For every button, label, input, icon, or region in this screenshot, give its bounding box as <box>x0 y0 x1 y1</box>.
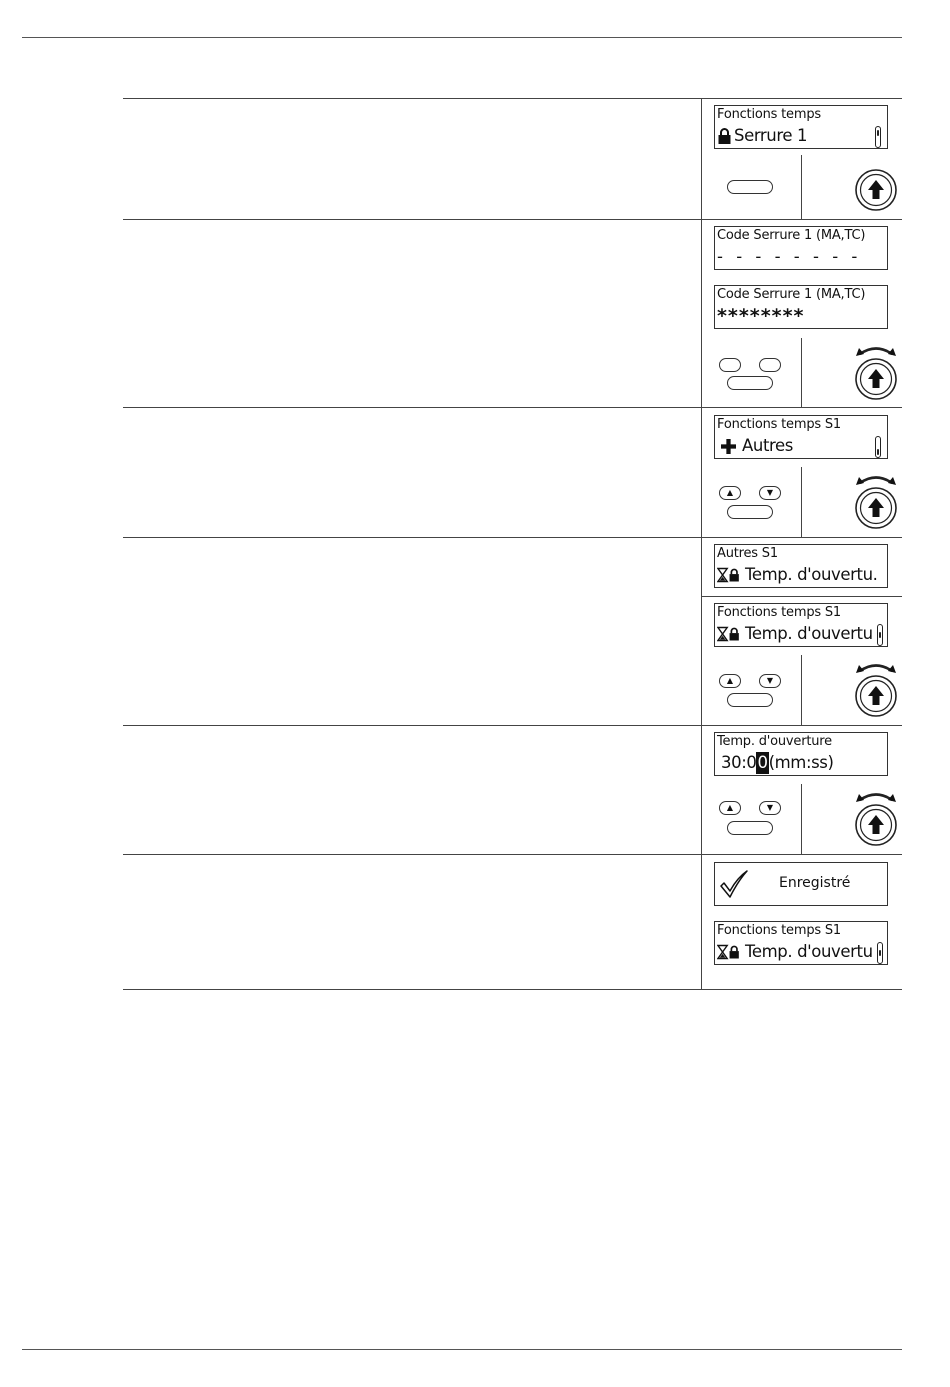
cursor-digit: 0 <box>757 753 768 772</box>
up-arrow-button[interactable]: ▲ <box>719 486 741 500</box>
confirmation-display <box>714 862 888 906</box>
column-divider <box>701 98 702 990</box>
down-arrow-button[interactable]: ▼ <box>759 674 781 688</box>
scrollbar-icon <box>877 942 883 964</box>
lcd-line-1: Fonctions temps S1 <box>717 417 842 432</box>
lcd-display <box>714 921 888 965</box>
time-value: 30:0 <box>721 753 757 772</box>
control-panel <box>701 655 902 725</box>
hourglass-lock-icon <box>717 626 743 642</box>
button-oval[interactable] <box>727 693 773 707</box>
lcd-display <box>714 285 888 329</box>
button-oval[interactable] <box>727 376 773 390</box>
lcd-line-2: - - - - - - - - <box>717 247 862 266</box>
left-button[interactable] <box>719 358 741 372</box>
hourglass-lock-icon <box>717 567 743 583</box>
control-panel <box>701 338 902 407</box>
row-divider <box>123 537 902 538</box>
row-divider <box>123 989 902 990</box>
scrollbar-icon <box>877 624 883 646</box>
plus-icon <box>721 439 736 454</box>
footer-rule <box>22 1349 902 1350</box>
knob-icon[interactable] <box>851 348 901 404</box>
row-divider <box>123 98 902 99</box>
lcd-line-1: Fonctions temps S1 <box>717 923 842 938</box>
hourglass-lock-icon <box>717 944 743 960</box>
lcd-line-1: Fonctions temps S1 <box>717 605 842 620</box>
button-oval[interactable] <box>727 180 773 194</box>
row-divider <box>123 725 902 726</box>
lock-icon <box>717 128 732 144</box>
lcd-display <box>714 603 888 647</box>
lcd-line-2: Serrure 1 <box>734 126 808 145</box>
scrollbar-icon <box>875 436 881 458</box>
control-panel <box>701 155 902 219</box>
control-panel <box>701 467 902 537</box>
lcd-line-1: Autres S1 <box>717 546 778 561</box>
button-oval[interactable] <box>727 821 773 835</box>
lcd-line-2: Temp. d'ouvertu <box>745 942 873 961</box>
down-arrow-button[interactable]: ▼ <box>759 801 781 815</box>
lcd-line-1: Code Serrure 1 (MA,TC) <box>717 228 866 243</box>
lcd-line-2: Autres <box>742 436 793 455</box>
scrollbar-icon <box>875 126 881 148</box>
lcd-line-2: Temp. d'ouvertu. <box>745 565 878 584</box>
knob-icon[interactable] <box>851 477 901 533</box>
header-rule <box>22 37 902 38</box>
display-divider <box>701 596 902 597</box>
lcd-line-2: ******** <box>717 305 805 327</box>
knob-icon[interactable] <box>851 159 901 215</box>
row-divider <box>123 854 902 855</box>
lcd-display <box>714 544 888 588</box>
row-divider <box>123 219 902 220</box>
up-arrow-button[interactable]: ▲ <box>719 801 741 815</box>
knob-icon[interactable] <box>851 794 901 850</box>
lcd-display <box>714 415 888 459</box>
button-oval[interactable] <box>727 505 773 519</box>
right-button[interactable] <box>759 358 781 372</box>
lcd-display <box>714 105 888 149</box>
lcd-display <box>714 732 888 776</box>
checkmark-icon <box>719 869 749 899</box>
row-divider <box>123 407 902 408</box>
lcd-line-2: Temp. d'ouvertu <box>745 624 873 643</box>
down-arrow-button[interactable]: ▼ <box>759 486 781 500</box>
confirmation-text: Enregistré <box>779 875 851 891</box>
time-unit: (mm:ss) <box>768 753 834 772</box>
lcd-line-1: Fonctions temps <box>717 107 821 122</box>
up-arrow-button[interactable]: ▲ <box>719 674 741 688</box>
lcd-display <box>714 226 888 270</box>
control-panel <box>701 784 902 854</box>
knob-icon[interactable] <box>851 665 901 721</box>
instruction-table <box>123 98 902 990</box>
lcd-line-1: Code Serrure 1 (MA,TC) <box>717 287 866 302</box>
lcd-line-1: Temp. d'ouverture <box>717 734 832 749</box>
